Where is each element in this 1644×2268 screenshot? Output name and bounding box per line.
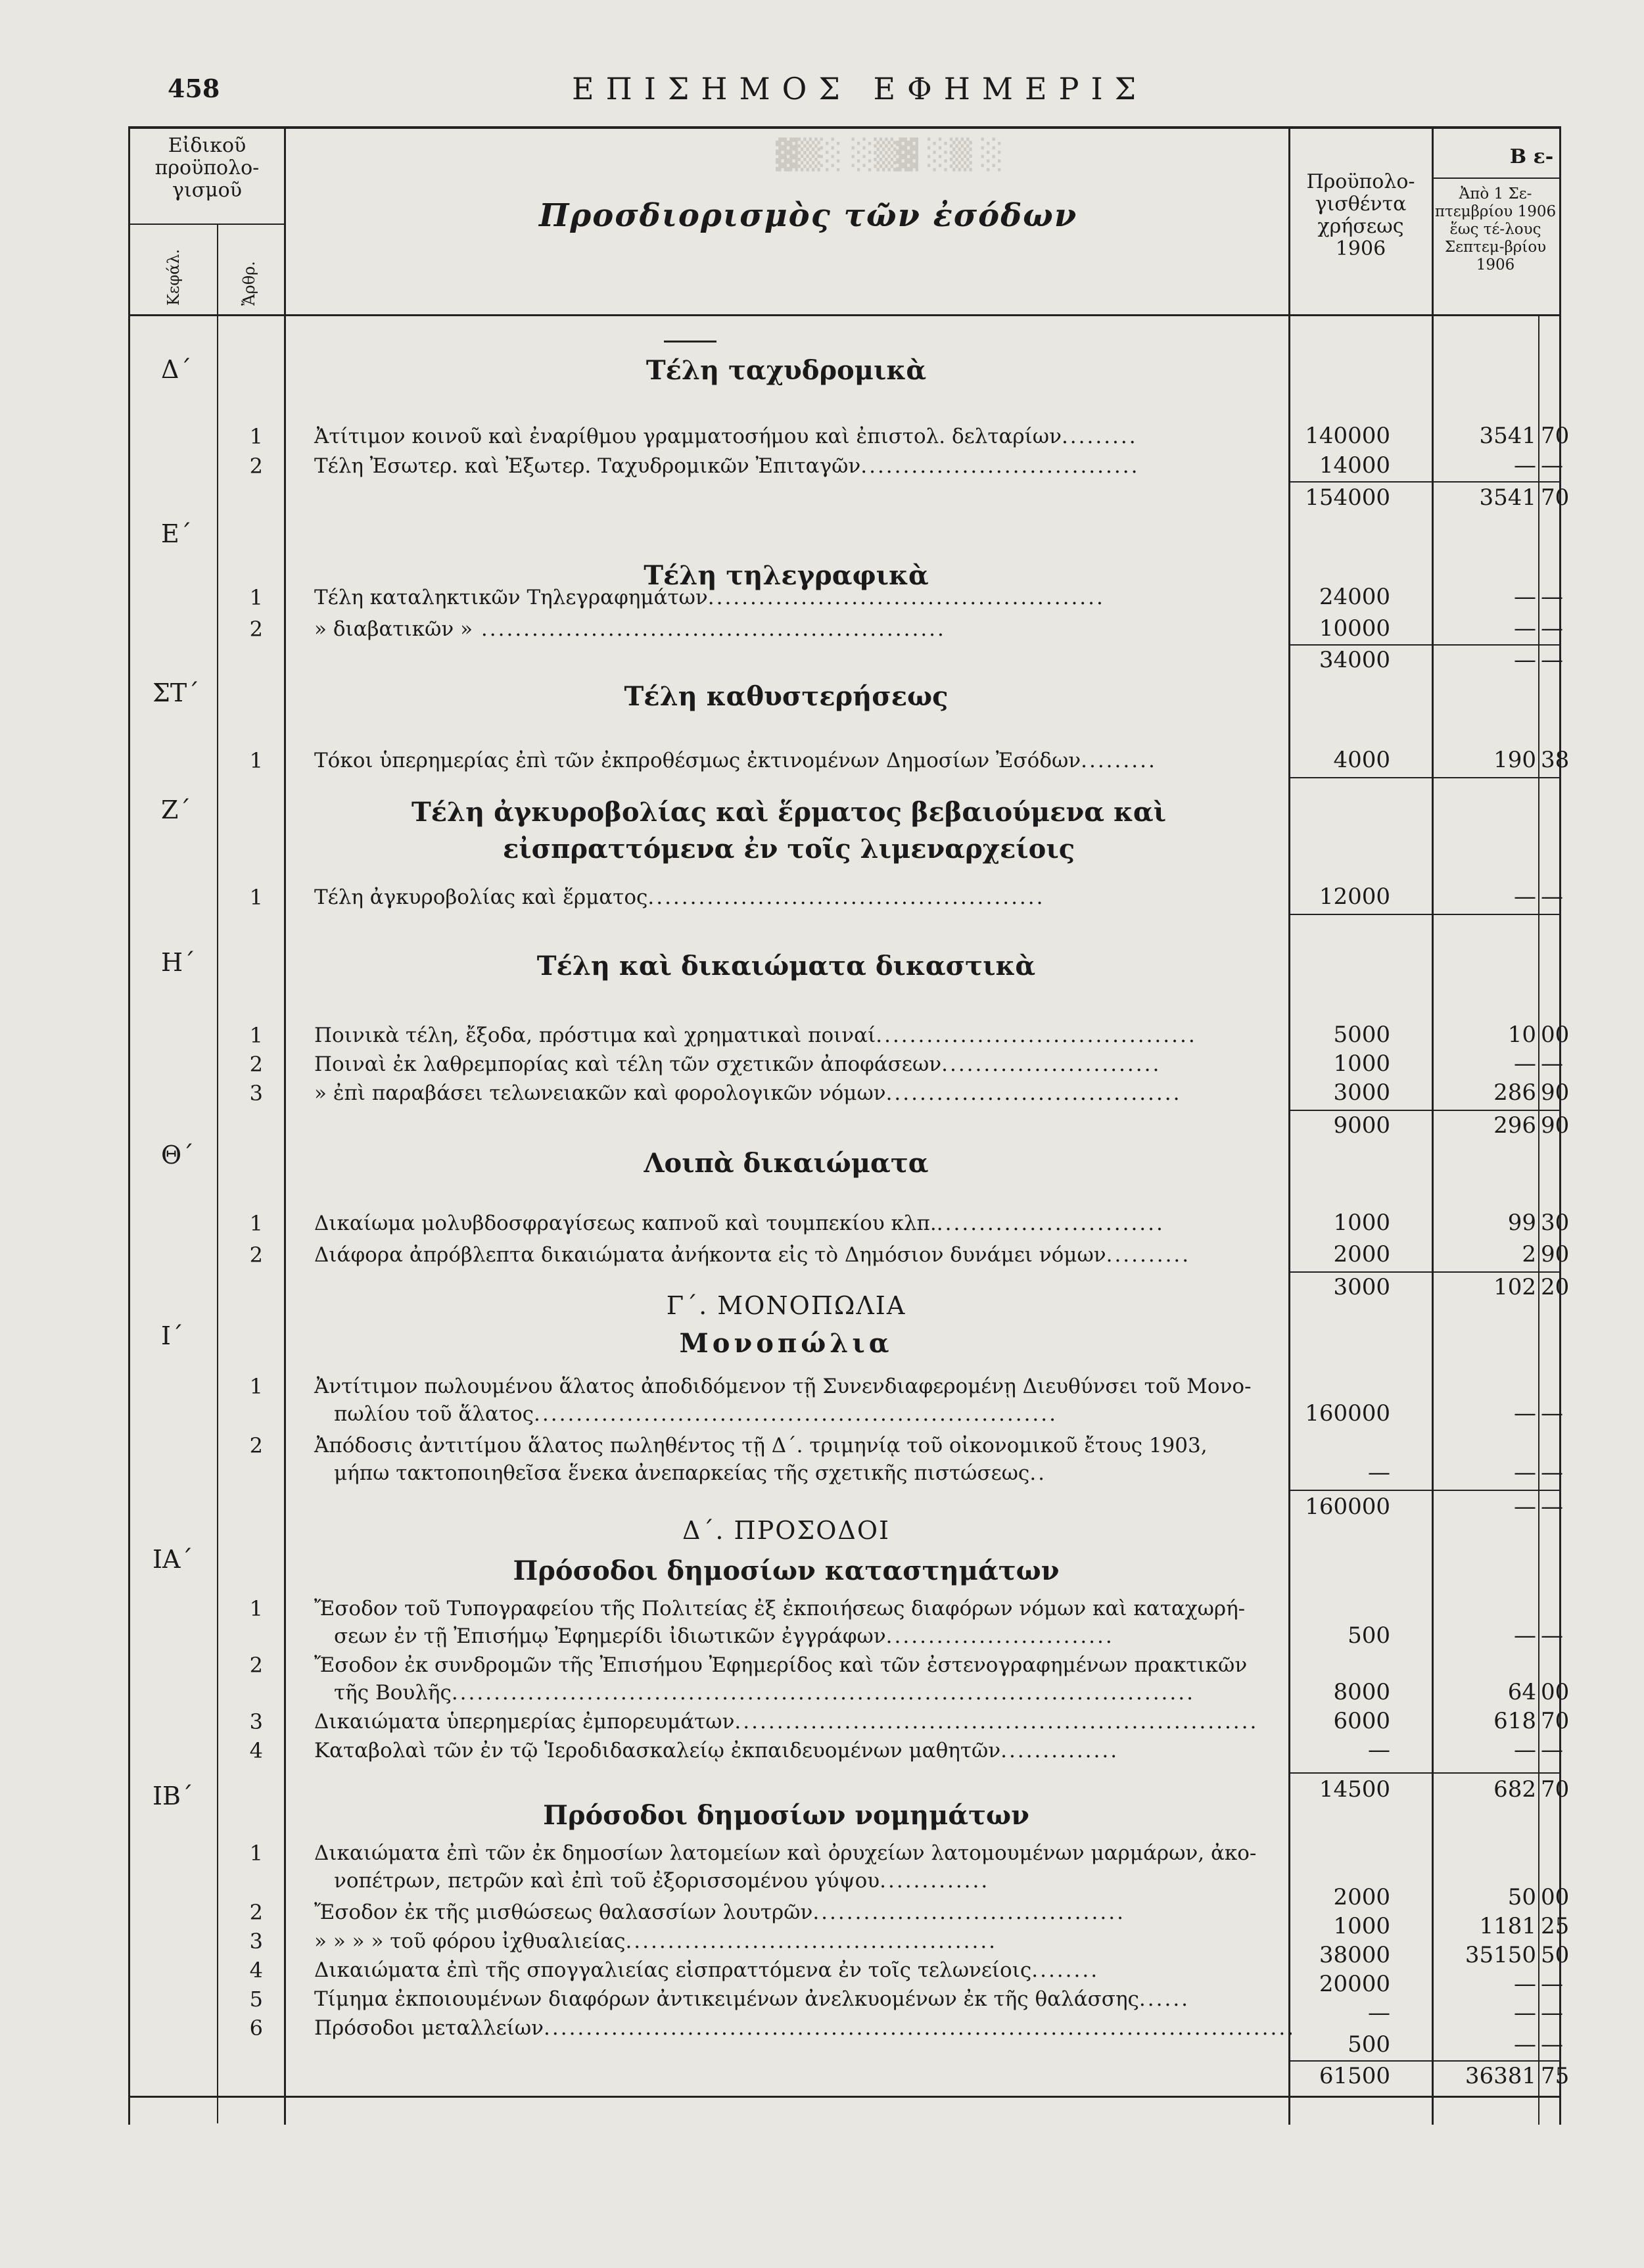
drachma-lepta-rule: [1538, 314, 1539, 2125]
budget-amount: 38000: [1319, 1942, 1390, 1968]
section-total-cents: 75: [1541, 2063, 1570, 2089]
collected-cents: —: [1541, 1400, 1563, 1427]
collected-amount: —: [1514, 1459, 1536, 1486]
collected-cents: —: [1541, 2000, 1563, 2026]
collected-cents: —: [1541, 2031, 1563, 2058]
line-item: Δικαιώματα ὑπερημερίας ἐμπορευμάτων..............................................................: [314, 1710, 1259, 1734]
article-number: 2: [249, 1653, 263, 1678]
article-number: 6: [249, 2016, 263, 2041]
section-title: Πρόσοδοι δημοσίων νομημάτων: [543, 1800, 1029, 1831]
article-number: 3: [249, 1081, 263, 1106]
table-bottom-rule: [128, 2096, 1561, 2098]
budget-amount: 1000: [1333, 1913, 1390, 1939]
line-item: Ἀτίτιμον κοινοῦ καὶ ἐναρίθμου γραμματοσήμου καὶ ἐπιστολ. δελταρίων.........: [314, 425, 1138, 448]
collected-cents: 70: [1541, 423, 1570, 449]
section-dash: [664, 341, 716, 343]
line-item: Καταβολαὶ τῶν ἐν τῷ Ἱεροδιδασκαλείῳ ἐκπαιδευομένων μαθητῶν..............: [314, 1739, 1119, 1762]
collected-cents: —: [1541, 452, 1563, 479]
article-number: 1: [249, 1211, 263, 1236]
header-article: Ἄρθρ.: [240, 261, 258, 306]
section-total-cents: —: [1541, 647, 1563, 673]
collected-amount: —: [1514, 1971, 1536, 1997]
budget-amount: 4000: [1333, 747, 1390, 773]
line-item: Δικαίωμα μολυβδοσφραγίσεως καπνοῦ καὶ τουμπεκίου κλπ............................: [314, 1212, 1165, 1235]
collected-amount: —: [1514, 452, 1536, 479]
collected-amount: 10: [1507, 1022, 1536, 1048]
article-number: 2: [249, 617, 263, 642]
budget-amount: 14000: [1319, 452, 1390, 479]
chapter-label: Η΄: [161, 948, 196, 977]
section-total-cents: 70: [1541, 1776, 1570, 1803]
bleed-through: ▓▒░ ░▒▓ ░▒ ░: [776, 138, 1004, 172]
line-item-line1: Ἔσοδον ἐκ συνδρομῶν τῆς Ἐπισήμου Ἐφημερίδος καὶ τῶν ἐστενογραφημένων πρακτικῶν: [314, 1653, 1248, 1677]
line-item: Τόκοι ὑπερημερίας ἐπὶ τῶν ἐκπροθέσμως ἐκτινομένων Δημοσίων Ἐσόδων.........: [314, 749, 1157, 772]
budget-amount: 3000: [1333, 1079, 1390, 1106]
chapter-label: ΙΒ΄: [153, 1782, 193, 1810]
collected-cents: —: [1541, 584, 1563, 610]
collected-amount: 190: [1493, 747, 1536, 773]
line-item: Τίμημα ἐκποιουμένων διαφόρων ἀντικειμένων ἀνελκυομένων ἐκ τῆς θαλάσσης......: [314, 1987, 1190, 2011]
budget-amount: 140000: [1305, 423, 1390, 449]
line-item: » ἐπὶ παραβάσει τελωνειακῶν καὶ φορολογικῶν νόμων...................................: [314, 1081, 1182, 1105]
collected-amount: 50: [1507, 1884, 1536, 1910]
collected-amount: —: [1514, 1622, 1536, 1649]
subtotal-rule: [1288, 481, 1559, 483]
collected-cents: 00: [1541, 1679, 1570, 1705]
section-total: 9000: [1333, 1112, 1390, 1139]
budget-amount: —: [1368, 2000, 1390, 2026]
collected-cents: 90: [1541, 1241, 1570, 1267]
collected-cents: 38: [1541, 747, 1570, 773]
collected-amount: 618: [1493, 1708, 1536, 1734]
article-number: 1: [249, 1023, 263, 1048]
kef-art-rule: [217, 224, 218, 2123]
line-item-line1: Ἀντίτιμον πωλουμένου ἅλατος ἀποδιδόμενον τῇ Συνενδιαφερομένῃ Διευθύνσει τοῦ Μονο-: [314, 1375, 1252, 1398]
section-total-collected: 3541: [1479, 484, 1536, 511]
line-item-line1: Ἀπόδοσις ἀντιτίμου ἅλατος πωληθέντος τῇ Δ΄. τριμηνίᾳ τοῦ οἰκονομικοῦ ἔτους 1903,: [314, 1434, 1208, 1457]
section-total-cents: 70: [1541, 484, 1570, 511]
line-item-line1: Δικαιώματα ἐπὶ τῶν ἐκ δημοσίων λατομείων καὶ ὀρυχείων λατομουμένων μαρμάρων, ἀκο-: [314, 1841, 1257, 1865]
budget-amount: —: [1368, 1459, 1390, 1486]
budget-amount: 24000: [1319, 584, 1390, 610]
section-title: Τέλη καὶ δικαιώματα δικαστικὰ: [536, 951, 1036, 981]
collected-amount: —: [1514, 584, 1536, 610]
subtotal-rule: [1288, 644, 1559, 646]
collected-cents: —: [1541, 1051, 1563, 1077]
section-title: Μονοπώλια: [679, 1328, 893, 1359]
section-total-collected: 682: [1493, 1776, 1536, 1803]
section-total-collected: 102: [1493, 1274, 1536, 1300]
budget-amount: 12000: [1319, 884, 1390, 910]
article-number: 2: [249, 1242, 263, 1267]
article-number: 1: [249, 424, 263, 449]
budget-amount: 1000: [1333, 1210, 1390, 1236]
line-item: Τέλη καταληκτικῶν Τηλεγραφημάτων...............................................: [314, 586, 1105, 609]
collected-amount: —: [1514, 1400, 1536, 1427]
section-title: Τέλη καθυστερήσεως: [624, 681, 949, 712]
budget-amount: 500: [1348, 2031, 1390, 2058]
section-total-collected: 36381: [1465, 2063, 1536, 2089]
section-title: Λοιπὰ δικαιώματα: [644, 1148, 929, 1179]
line-item-line1: Ἔσοδον τοῦ Τυπογραφείου τῆς Πολιτείας ἐξ ἐκποιήσεως διαφόρων νόμων καὶ καταχωρή-: [314, 1597, 1246, 1620]
line-item-line2: τῆς Βουλῆς........................................................................................: [334, 1681, 1195, 1705]
table-title: Προσδιορισμὸς τῶν ἐσόδων: [539, 197, 1078, 234]
collected-cents: —: [1541, 1971, 1563, 1997]
chapter-label: ΣΤ΄: [153, 678, 200, 707]
line-item: Τέλη ἀγκυροβολίας καὶ ἕρματος...............................................: [314, 886, 1045, 909]
section-total-cents: —: [1541, 1494, 1563, 1520]
chapter-label: Θ΄: [161, 1141, 195, 1169]
collected-amount: —: [1514, 2031, 1536, 2058]
budget-amount: 20000: [1319, 1971, 1390, 1997]
article-number: 3: [249, 1929, 263, 1954]
budget-amount: 500: [1348, 1622, 1390, 1649]
table-top-rule: [128, 126, 1561, 129]
collected-amount: 35150: [1465, 1942, 1536, 1968]
header-col-b: Β ε-: [1509, 145, 1554, 168]
line-item: Διάφορα ἀπρόβλεπτα δικαιώματα ἀνήκοντα εἰς τὸ Δημόσιον δυνάμει νόμων..........: [314, 1243, 1191, 1267]
running-title: ΕΠΙΣΗΜΟΣ ΕΦΗΜΕΡΙΣ: [572, 71, 1148, 106]
subtotal-rule: [1288, 1271, 1559, 1273]
collected-amount: 286: [1493, 1079, 1536, 1106]
subtotal-rule: [1288, 1110, 1559, 1111]
page-number: 458: [168, 74, 220, 103]
collected-amount: 1181: [1479, 1913, 1536, 1939]
collected-cents: —: [1541, 615, 1563, 642]
line-item: Ποιναὶ ἐκ λαθρεμπορίας καὶ τέλη τῶν σχετικῶν ἀποφάσεων..........................: [314, 1052, 1162, 1076]
table-left-rule: [128, 126, 130, 2125]
line-item: » διαβατικῶν » .......................................................: [314, 617, 946, 641]
article-number: 2: [249, 1433, 263, 1458]
part-heading: Δ΄. ΠΡΟΣΟΔΟΙ: [682, 1516, 891, 1545]
line-item: Ποινικὰ τέλη, ἔξοδα, πρόστιμα καὶ χρηματικαὶ ποιναί......................................: [314, 1024, 1197, 1047]
budget-amount: 6000: [1333, 1708, 1390, 1734]
subtotal-rule: [1288, 914, 1559, 915]
collected-cents: 00: [1541, 1022, 1570, 1048]
line-item: » » » » τοῦ φόρου ἰχθυαλιείας............................................: [314, 1929, 998, 1953]
collected-cents: —: [1541, 1459, 1563, 1486]
collected-cents: —: [1541, 1737, 1563, 1763]
section-total: 160000: [1305, 1494, 1390, 1520]
part-heading: Γ΄. ΜΟΝΟΠΩΛΙΑ: [666, 1291, 906, 1320]
article-number: 1: [249, 885, 263, 910]
article-number: 5: [249, 1987, 263, 2012]
collected-cents: 30: [1541, 1210, 1570, 1236]
collected-cents: 50: [1541, 1942, 1570, 1968]
header-period: Ἀπὸ 1 Σε-πτεμβρίου 1906 ἕως τέ-λους Σεπτεμ-βρίου 1906: [1434, 185, 1557, 273]
article-number: 3: [249, 1709, 263, 1734]
section-title: Τέλη ταχυδρομικὰ: [646, 355, 927, 386]
section-total: 34000: [1319, 647, 1390, 673]
collected-cents: 25: [1541, 1913, 1570, 1939]
col-b-rule: [1432, 177, 1560, 179]
collected-amount: 99: [1507, 1210, 1536, 1236]
line-item: Ἔσοδον ἐκ τῆς μισθώσεως θαλασσίων λουτρῶν.....................................: [314, 1901, 1125, 1924]
collected-amount: —: [1514, 615, 1536, 642]
budget-amount: 8000: [1333, 1679, 1390, 1705]
chapter-label: Ι΄: [161, 1321, 184, 1350]
line-item-line2: σεων ἐν τῇ Ἐπισήμῳ Ἐφημερίδι ἰδιωτικῶν ἐγγράφων...........................: [334, 1624, 1114, 1648]
article-number: 1: [249, 1841, 263, 1866]
line-item: Δικαιώματα ἐπὶ τῆς σπογγαλιείας εἰσπραττόμενα ἐν τοῖς τελωνείοις........: [314, 1958, 1100, 1982]
chapter-label: ΙΑ΄: [153, 1545, 193, 1574]
article-number: 2: [249, 1052, 263, 1077]
budget-amount: 1000: [1333, 1051, 1390, 1077]
group-sub-rule: [128, 224, 284, 225]
collected-amount: —: [1514, 1737, 1536, 1763]
subtotal-rule: [1288, 1490, 1559, 1491]
article-number: 1: [249, 1596, 263, 1621]
collected-cents: 00: [1541, 1884, 1570, 1910]
line-item: Πρόσοδοι μεταλλείων.........................................................................................: [314, 2016, 1296, 2040]
budget-amount: 2000: [1333, 1241, 1390, 1267]
header-budget-1906: Προϋπολο-γισθέντα χρήσεως 1906: [1306, 170, 1415, 260]
header-bottom-rule: [128, 314, 1561, 316]
subtotal-rule: [1288, 2060, 1559, 2062]
chapter-label: Δ΄: [161, 355, 192, 384]
line-item-line2: νοπέτρων, πετρῶν καὶ ἐπὶ τοῦ ἐξορισσομένου γύψου.............: [334, 1869, 990, 1893]
section-total-collected: —: [1514, 1494, 1536, 1520]
section-title: Πρόσοδοι δημοσίων καταστημάτων: [513, 1555, 1060, 1586]
subtotal-rule: [1288, 777, 1559, 778]
line-item: Τέλη Ἐσωτερ. καὶ Ἐξωτερ. Ταχυδρομικῶν Ἐπιταγῶν.................................: [314, 454, 1140, 478]
collected-cents: —: [1541, 884, 1563, 910]
collected-cents: 70: [1541, 1708, 1570, 1734]
section-total: 3000: [1333, 1274, 1390, 1300]
section-total: 14500: [1319, 1776, 1390, 1803]
section-total-collected: —: [1514, 647, 1536, 673]
article-number: 4: [249, 1958, 263, 1983]
line-item-line2: μήπω τακτοποιηθεῖσα ἕνεκα ἀνεπαρκείας τῆς σχετικῆς πιστώσεως..: [334, 1461, 1047, 1485]
budget-amount: 5000: [1333, 1022, 1390, 1048]
chapter-label: Ε΄: [161, 519, 192, 548]
collected-amount: —: [1514, 884, 1536, 910]
budget-amount: 10000: [1319, 615, 1390, 642]
article-number: 1: [249, 748, 263, 773]
section-total-cents: 90: [1541, 1112, 1570, 1139]
article-number: 1: [249, 1374, 263, 1399]
section-total: 154000: [1305, 484, 1390, 511]
article-number: 2: [249, 454, 263, 479]
section-total-cents: 20: [1541, 1274, 1570, 1300]
collected-amount: —: [1514, 2000, 1536, 2026]
article-number: 4: [249, 1738, 263, 1763]
collected-amount: —: [1514, 1051, 1536, 1077]
article-number: 2: [249, 1900, 263, 1925]
article-number: 1: [249, 585, 263, 610]
section-total-collected: 296: [1493, 1112, 1536, 1139]
collected-cents: —: [1541, 1622, 1563, 1649]
budget-collected-rule: [1432, 126, 1434, 2125]
budget-amount: 160000: [1305, 1400, 1390, 1427]
budget-amount: —: [1368, 1737, 1390, 1763]
section-title: Τέλη ἀγκυροβολίας καὶ ἕρματος βεβαιούμενα καὶ εἰσπραττόμενα ἐν τοῖς λιμεναρχείοις: [411, 797, 1167, 864]
section-title: Τέλη τηλεγραφικὰ: [644, 560, 929, 591]
collected-amount: 64: [1507, 1679, 1536, 1705]
budget-amount: 2000: [1333, 1884, 1390, 1910]
section-total: 61500: [1319, 2063, 1390, 2089]
header-special-budget: Εἰδικοῦ προϋπολο-γισμοῦ: [154, 134, 260, 202]
line-item-line2: πωλίου τοῦ ἅλατος..............................................................: [334, 1402, 1058, 1426]
header-chapter: Κεφάλ.: [164, 248, 183, 306]
chapter-label: Ζ΄: [161, 795, 191, 824]
collected-amount: 3541: [1479, 423, 1536, 449]
subtotal-rule: [1288, 1772, 1559, 1774]
collected-cents: 90: [1541, 1079, 1570, 1106]
collected-amount: 2: [1522, 1241, 1536, 1267]
